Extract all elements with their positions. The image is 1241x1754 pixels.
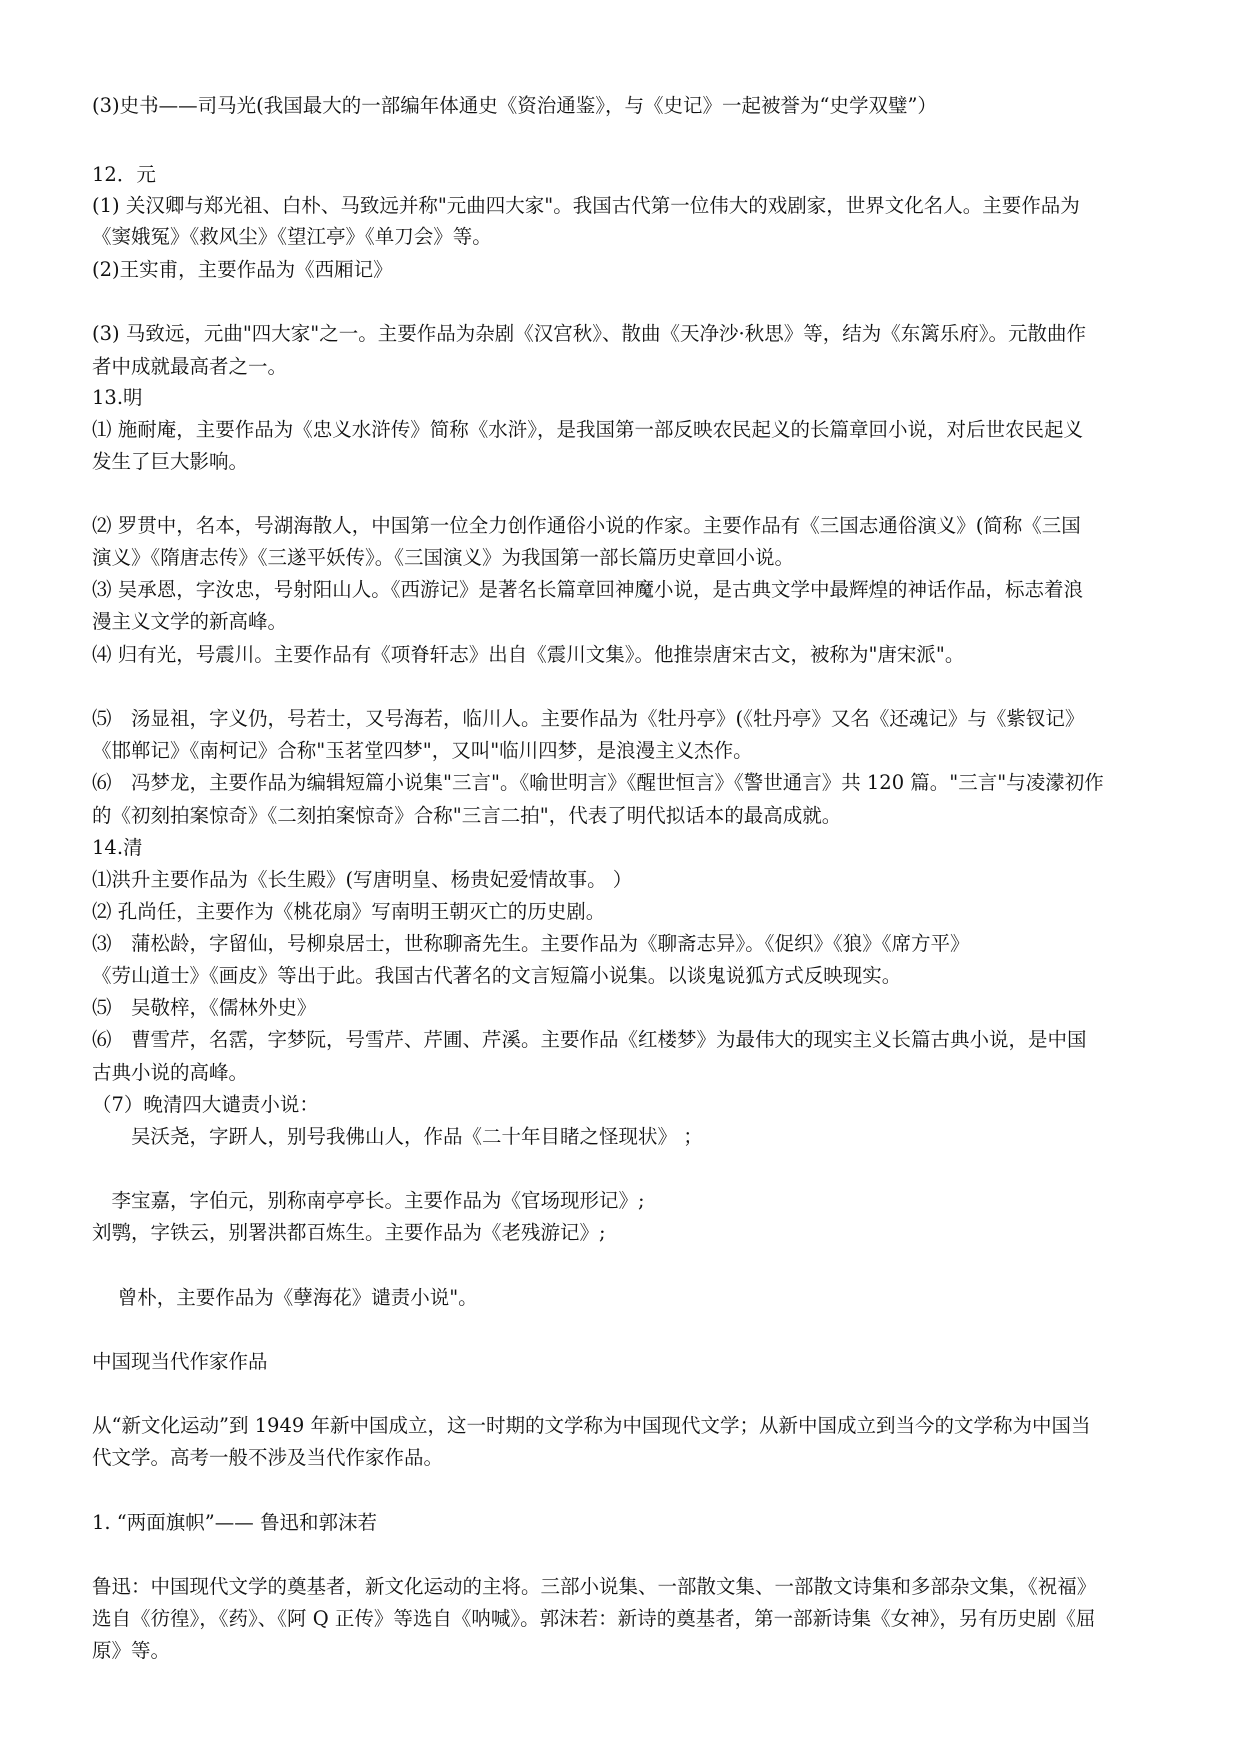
text-line: 曾朴，主要作品为《孽海花》谴责小说"。 [92, 1286, 478, 1309]
text-line: 演义》《隋唐志传》《三遂平妖传》。《三国演义》为我国第一部长篇历史章回小说。 [92, 546, 795, 569]
section-heading: 12．元 [92, 163, 156, 186]
text-line: 者中成就最高者之一。 [92, 355, 288, 378]
text-line: 古典小说的高峰。 [92, 1061, 249, 1084]
text-line: 吴沃尧，字趼人，别号我佛山人，作品《二十年目睹之怪现状》 ； [92, 1125, 703, 1148]
text-line: ⑴ 施耐庵，主要作品为《忠义水浒传》简称《水浒》，是我国第一部反映农民起义的长篇章回小说，对后世农民起义 [92, 418, 1083, 441]
text-line: 选自《彷徨》，《药》、《阿 Q 正传》等选自《呐喊》。郭沫若：新诗的奠基者，第一部新诗集《女神》，另有历史剧《屈 [92, 1607, 1096, 1630]
text-line: 《劳山道士》《画皮》等出于此。我国古代著名的文言短篇小说集。以谈鬼说狐方式反映现实。 [92, 964, 902, 987]
text-line: 的《初刻拍案惊奇》《二刻拍案惊奇》合称"三言二拍"，代表了明代拟话本的最高成就。 [92, 804, 842, 827]
text-line: (3) 马致远，元曲"四大家"之一。主要作品为杂剧《汉宫秋》、散曲《天净沙·秋思》等，结为《东篱乐府》。元散曲作 [92, 322, 1086, 345]
text-line: ⑵ 罗贯中，名本，号湖海散人，中国第一位全力创作通俗小说的作家。主要作品有《三国志通俗演义》(简称《三国 [92, 514, 1081, 537]
text-line: (3)史书——司马光(我国最大的一部编年体通史《资治通鉴》，与《史记》一起被誉为“史学双璧”） [92, 94, 937, 117]
section-heading: 中国现当代作家作品 [92, 1350, 268, 1373]
text-line: ⑹ 曹雪芹，名霑，字梦阮，号雪芹、芹圃、芹溪。主要作品《红楼梦》为最伟大的现实主义长篇古典小说，是中国 [92, 1028, 1087, 1051]
text-line: 《窦娥冤》《救风尘》《望江亭》《单刀会》等。 [92, 225, 492, 248]
text-line: （7）晚清四大谴责小说： [92, 1093, 319, 1116]
text-line: 李宝嘉，字伯元，别称南亭亭长。主要作品为《官场现形记》; [92, 1189, 645, 1212]
text-line: ⑹ 冯梦龙，主要作品为编辑短篇小说集"三言"。《喻世明言》《醒世恒言》《警世通言》共 120 篇。"三言"与凌濛初作 [92, 771, 1104, 794]
text-line: 发生了巨大影响。 [92, 450, 249, 473]
section-heading: 13.明 [92, 386, 143, 409]
text-line: 《邯郸记》《南柯记》合称"玉茗堂四梦"，又叫"临川四梦，是浪漫主义杰作。 [92, 739, 753, 762]
text-line: ⑴洪升主要作品为《长生殿》(写唐明皇、杨贵妃爱情故事。 ） [92, 868, 633, 891]
text-line: 代文学。高考一般不涉及当代作家作品。 [92, 1446, 444, 1469]
text-line: ⑸ 吴敬梓，《儒林外史》 [92, 996, 317, 1019]
text-line: (1) 关汉卿与郑光祖、白朴、马致远并称"元曲四大家"。我国古代第一位伟大的戏剧家，世界文化名人。主要作品为 [92, 194, 1080, 217]
text-line: (2)王实甫，主要作品为《西厢记》 [92, 258, 393, 281]
text-line: ⑷ 归有光，号震川。主要作品有《项脊轩志》出自《震川文集》。他推崇唐宋古文，被称为"唐宋派"。 [92, 643, 965, 666]
section-heading: 1. “两面旗帜”—— 鲁迅和郭沫若 [92, 1511, 377, 1534]
section-heading: 14.清 [92, 836, 143, 859]
text-line: 漫主义文学的新高峰。 [92, 610, 288, 633]
text-line: 刘鹗，字铁云，别署洪都百炼生。主要作品为《老残游记》; [92, 1221, 606, 1244]
text-line: ⑵ 孔尚任，主要作为《桃花扇》写南明王朝灭亡的历史剧。 [92, 900, 606, 923]
text-line: 鲁迅：中国现代文学的奠基者，新文化运动的主将。三部小说集、一部散文集、一部散文诗集和多部杂文集，《祝福》 [92, 1575, 1097, 1598]
text-line: 从“新文化运动”到 1949 年新中国成立，这一时期的文学称为中国现代文学；从新中国成立到当今的文学称为中国当 [92, 1414, 1091, 1437]
text-line: ⑶ 吴承恩，字汝忠，号射阳山人。《西游记》是著名长篇章回神魔小说，是古典文学中最辉煌的神话作品，标志着浪 [92, 578, 1083, 601]
text-line: ⑶ 蒲松龄，字留仙，号柳泉居士，世称聊斋先生。主要作品为《聊斋志异》。《促织》《狼》《席方平》 [92, 932, 970, 955]
text-line: ⑸ 汤显祖，字义仍，号若士，又号海若，临川人。主要作品为《牡丹亭》(《牡丹亭》又名《还魂记》与《紫钗记》 [92, 707, 1085, 730]
text-line: 原》等。 [92, 1639, 171, 1662]
